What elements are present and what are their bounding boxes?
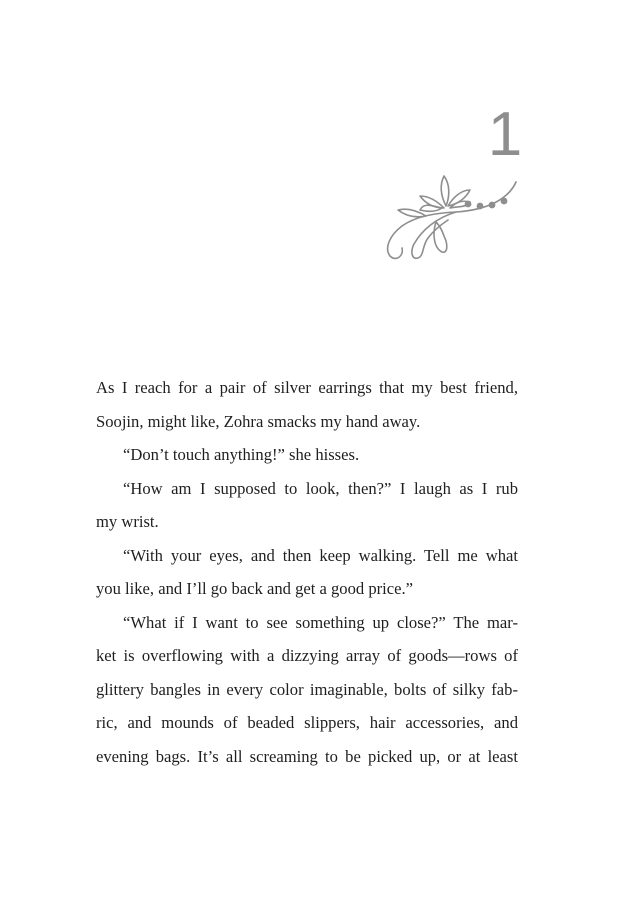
- floral-ornament-icon: [376, 160, 526, 270]
- text-line-6: “With your eyes, and then keep walking. Tell me what: [123, 545, 518, 565]
- body-text: [96, 378, 518, 780]
- text-line-12: evening bags. It’s all screaming to be picked up, or at least: [96, 746, 518, 766]
- text-line-9: ket is overflowing with a dizzying array of goods—rows of: [96, 646, 518, 665]
- text-line-4: “How am I supposed to look, then?” I laugh as I rub: [123, 478, 518, 498]
- text-line-5: my wrist.: [96, 512, 159, 531]
- text-line-11: ric, and mounds of beaded slippers, hair accessories, and: [96, 713, 518, 732]
- text-line-3: “Don’t touch anything!” she hisses.: [123, 445, 360, 464]
- text-line-1: As I reach for a pair of silver earrings that my best friend,: [96, 378, 518, 397]
- text-line-8: “What if I want to see something up close?” The mar-: [123, 612, 518, 632]
- text-line-10: glittery bangles in every color imaginable, bolts of silky fab-: [96, 679, 518, 699]
- chapter-number: 1: [487, 100, 523, 169]
- text-line-7: you like, and I’ll go back and get a good price.”: [96, 579, 414, 598]
- text-line-2: Soojin, might like, Zohra smacks my hand away.: [96, 411, 421, 431]
